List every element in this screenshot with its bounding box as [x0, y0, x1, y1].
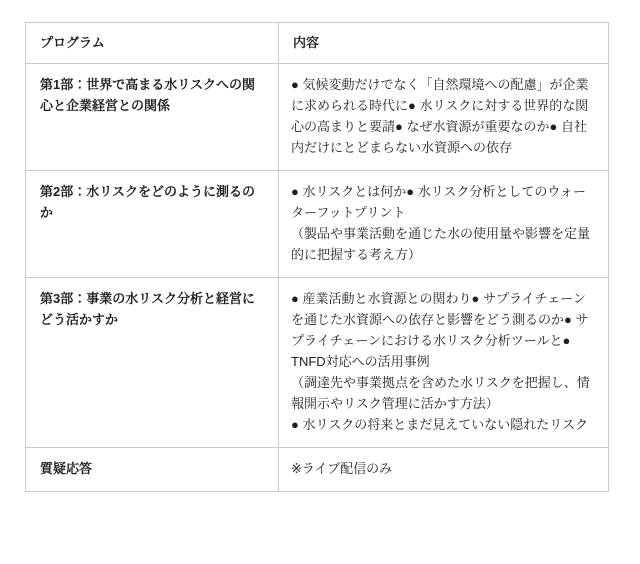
bullet-icon: ● [549, 119, 561, 134]
header-row [26, 23, 609, 64]
content-bullet-item: ● 水リスクの将来とまだ見えていない隠れたリスク [291, 417, 588, 432]
content-bullet-item: ● 産業活動と水資源との関わり [291, 291, 472, 306]
content-note: （製品や事業活動を通じた水の使用量や影響を定量的に把握する考え方） [291, 226, 591, 262]
content-bullet-item: ● 水リスクに対する世界的な関心の高まりと要請 [291, 98, 589, 134]
content-cell [279, 171, 609, 278]
table-row [26, 278, 609, 448]
content-note: （調達先や事業拠点を含めた水リスクを把握し、情報開示やリスク管理に活かす方法） [291, 375, 590, 411]
program-cell: 第2部：水リスクをどのように測るのか [26, 171, 279, 278]
bullet-icon: ● [395, 119, 407, 134]
bullet-icon: ● [291, 417, 303, 432]
bullet-icon: ● [562, 333, 571, 348]
table-row [26, 64, 609, 171]
content-cell [279, 64, 609, 171]
content-note: ※ライブ配信のみ [291, 461, 393, 476]
content-bullet-item: ● 水リスク分析としてのウォーターフットプリント [291, 184, 586, 220]
bullet-icon: ● [471, 291, 483, 306]
content-cell [279, 278, 609, 448]
bullet-icon: ● [408, 98, 420, 113]
bullet-icon: ● [291, 291, 303, 306]
table-row [26, 171, 609, 278]
table-body [26, 64, 609, 492]
table-row [26, 448, 609, 492]
content-bullet-item: ● なぜ水資源が重要なのか [395, 119, 550, 134]
content-bullet-item: ● TNFD対応への活用事例 [291, 333, 571, 369]
content-bullet-item: ● 水リスクとは何か [291, 184, 407, 199]
content-cell [279, 448, 609, 492]
content-bullet-item: ● サプライチェーンにおける水リスク分析ツールと [291, 312, 589, 348]
bullet-icon: ● [406, 184, 418, 199]
program-cell: 第3部：事業の水リスク分析と経営にどう活かすか [26, 278, 279, 448]
program-table [25, 22, 609, 492]
bullet-icon: ● [564, 312, 576, 327]
content-bullet-item: ● 自社内だけにとどまらない水資源への依存 [291, 119, 587, 155]
column-header-content: 内容 [279, 23, 609, 64]
program-table-container [25, 22, 609, 492]
program-cell: 質疑応答 [26, 448, 279, 492]
content-bullet-item: ● 気候変動だけでなく「自然環境への配慮」が企業に求められる時代に [291, 77, 589, 113]
bullet-icon: ● [291, 184, 303, 199]
content-bullet-item: ● サプライチェーンを通じた水資源への依存と影響をどう測るのか [291, 291, 586, 327]
bullet-icon: ● [291, 77, 303, 92]
column-header-program: プログラム [26, 23, 279, 64]
program-cell: 第1部：世界で高まる水リスクへの関心と企業経営との関係 [26, 64, 279, 171]
